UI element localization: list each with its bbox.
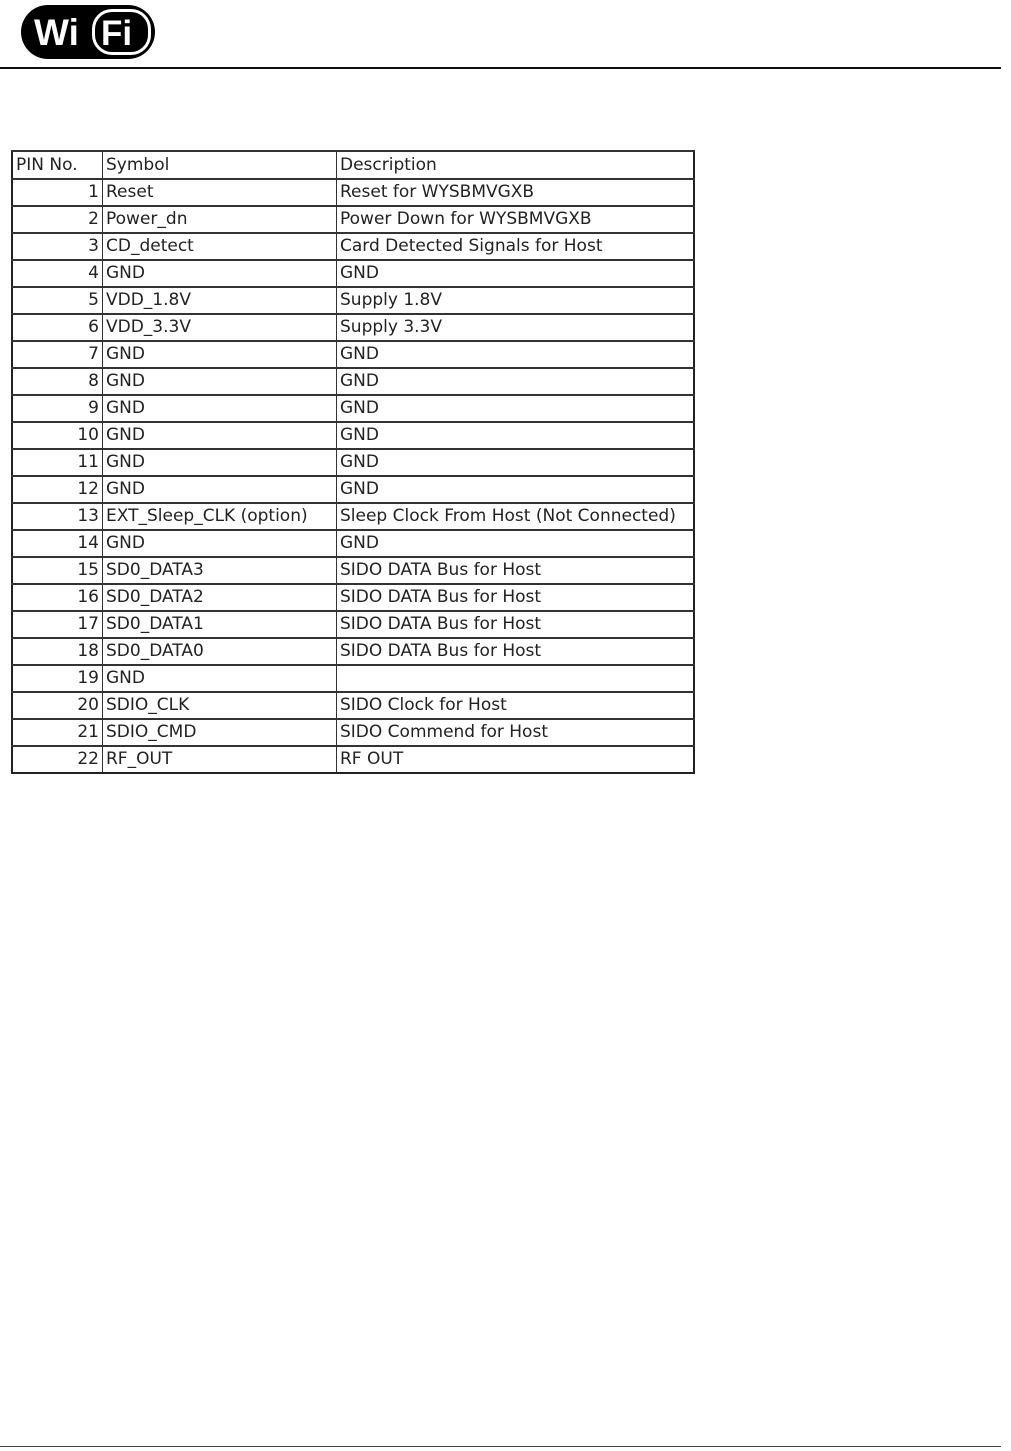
description-cell: SIDO DATA Bus for Host: [337, 557, 695, 584]
symbol-cell: SD0_DATA3: [103, 557, 337, 584]
description-cell: Sleep Clock From Host (Not Connected): [337, 503, 695, 530]
table-row: [12, 611, 694, 638]
table-row: [12, 449, 694, 476]
pin-number-cell: 21: [12, 719, 103, 746]
pin-number-cell: 19: [12, 665, 103, 692]
table-row: [12, 368, 694, 395]
header-description: Description: [337, 151, 695, 179]
table-row: [12, 530, 694, 557]
logo-text-fi: Fi: [101, 14, 133, 53]
description-cell: Reset for WYSBMVGXB: [337, 179, 695, 206]
symbol-cell: GND: [103, 476, 337, 503]
description-cell: Supply 3.3V: [337, 314, 695, 341]
table-header-row: [12, 151, 694, 179]
description-cell: SIDO DATA Bus for Host: [337, 611, 695, 638]
pin-number-cell: 14: [12, 530, 103, 557]
symbol-cell: EXT_Sleep_CLK (option): [103, 503, 337, 530]
pin-number-cell: 9: [12, 395, 103, 422]
symbol-cell: SD0_DATA2: [103, 584, 337, 611]
symbol-cell: Reset: [103, 179, 337, 206]
wifi-logo: [20, 2, 158, 62]
table-row: [12, 341, 694, 368]
table-row: [12, 260, 694, 287]
description-cell: Card Detected Signals for Host: [337, 233, 695, 260]
pin-number-cell: 13: [12, 503, 103, 530]
table-row: [12, 395, 694, 422]
table-row: [12, 314, 694, 341]
description-cell: GND: [337, 449, 695, 476]
description-cell: GND: [337, 368, 695, 395]
table-row: [12, 584, 694, 611]
symbol-cell: VDD_1.8V: [103, 287, 337, 314]
description-cell: SIDO DATA Bus for Host: [337, 584, 695, 611]
pin-number-cell: 20: [12, 692, 103, 719]
pin-number-cell: 12: [12, 476, 103, 503]
description-cell: GND: [337, 260, 695, 287]
logo-text-wi: Wi: [34, 12, 79, 53]
description-cell: [337, 665, 695, 692]
pin-number-cell: 3: [12, 233, 103, 260]
description-cell: GND: [337, 341, 695, 368]
description-cell: SIDO Commend for Host: [337, 719, 695, 746]
description-cell: SIDO Clock for Host: [337, 692, 695, 719]
symbol-cell: GND: [103, 665, 337, 692]
table-row: [12, 638, 694, 665]
pin-number-cell: 4: [12, 260, 103, 287]
header-divider: [0, 67, 1001, 69]
table-row: [12, 746, 694, 773]
symbol-cell: GND: [103, 395, 337, 422]
description-cell: SIDO DATA Bus for Host: [337, 638, 695, 665]
pin-number-cell: 22: [12, 746, 103, 773]
symbol-cell: VDD_3.3V: [103, 314, 337, 341]
pin-number-cell: 16: [12, 584, 103, 611]
table-row: [12, 719, 694, 746]
pin-number-cell: 7: [12, 341, 103, 368]
symbol-cell: GND: [103, 341, 337, 368]
pin-number-cell: 1: [12, 179, 103, 206]
table-row: [12, 206, 694, 233]
header-pin-no: PIN No.: [12, 151, 103, 179]
symbol-cell: GND: [103, 449, 337, 476]
table-row: [12, 179, 694, 206]
pin-table: [11, 150, 695, 774]
description-cell: GND: [337, 395, 695, 422]
symbol-cell: SD0_DATA1: [103, 611, 337, 638]
symbol-cell: GND: [103, 260, 337, 287]
pin-number-cell: 6: [12, 314, 103, 341]
symbol-cell: SDIO_CMD: [103, 719, 337, 746]
table-row: [12, 233, 694, 260]
pin-number-cell: 17: [12, 611, 103, 638]
symbol-cell: GND: [103, 422, 337, 449]
table-row: [12, 287, 694, 314]
footer-divider: [0, 1446, 1001, 1447]
pin-number-cell: 10: [12, 422, 103, 449]
description-cell: Supply 1.8V: [337, 287, 695, 314]
pin-number-cell: 8: [12, 368, 103, 395]
symbol-cell: GND: [103, 530, 337, 557]
symbol-cell: GND: [103, 368, 337, 395]
table-row: [12, 692, 694, 719]
description-cell: GND: [337, 476, 695, 503]
header-symbol: Symbol: [103, 151, 337, 179]
symbol-cell: SDIO_CLK: [103, 692, 337, 719]
table-row: [12, 665, 694, 692]
symbol-cell: CD_detect: [103, 233, 337, 260]
table-row: [12, 557, 694, 584]
symbol-cell: RF_OUT: [103, 746, 337, 773]
symbol-cell: Power_dn: [103, 206, 337, 233]
description-cell: Power Down for WYSBMVGXB: [337, 206, 695, 233]
pin-number-cell: 18: [12, 638, 103, 665]
symbol-cell: SD0_DATA0: [103, 638, 337, 665]
table-row: [12, 503, 694, 530]
table-row: [12, 422, 694, 449]
pin-number-cell: 15: [12, 557, 103, 584]
description-cell: GND: [337, 530, 695, 557]
wifi-logo-icon: [20, 2, 158, 62]
pin-table-body: [12, 179, 694, 773]
pin-number-cell: 5: [12, 287, 103, 314]
pin-number-cell: 11: [12, 449, 103, 476]
table-row: [12, 476, 694, 503]
pin-number-cell: 2: [12, 206, 103, 233]
description-cell: RF OUT: [337, 746, 695, 773]
description-cell: GND: [337, 422, 695, 449]
